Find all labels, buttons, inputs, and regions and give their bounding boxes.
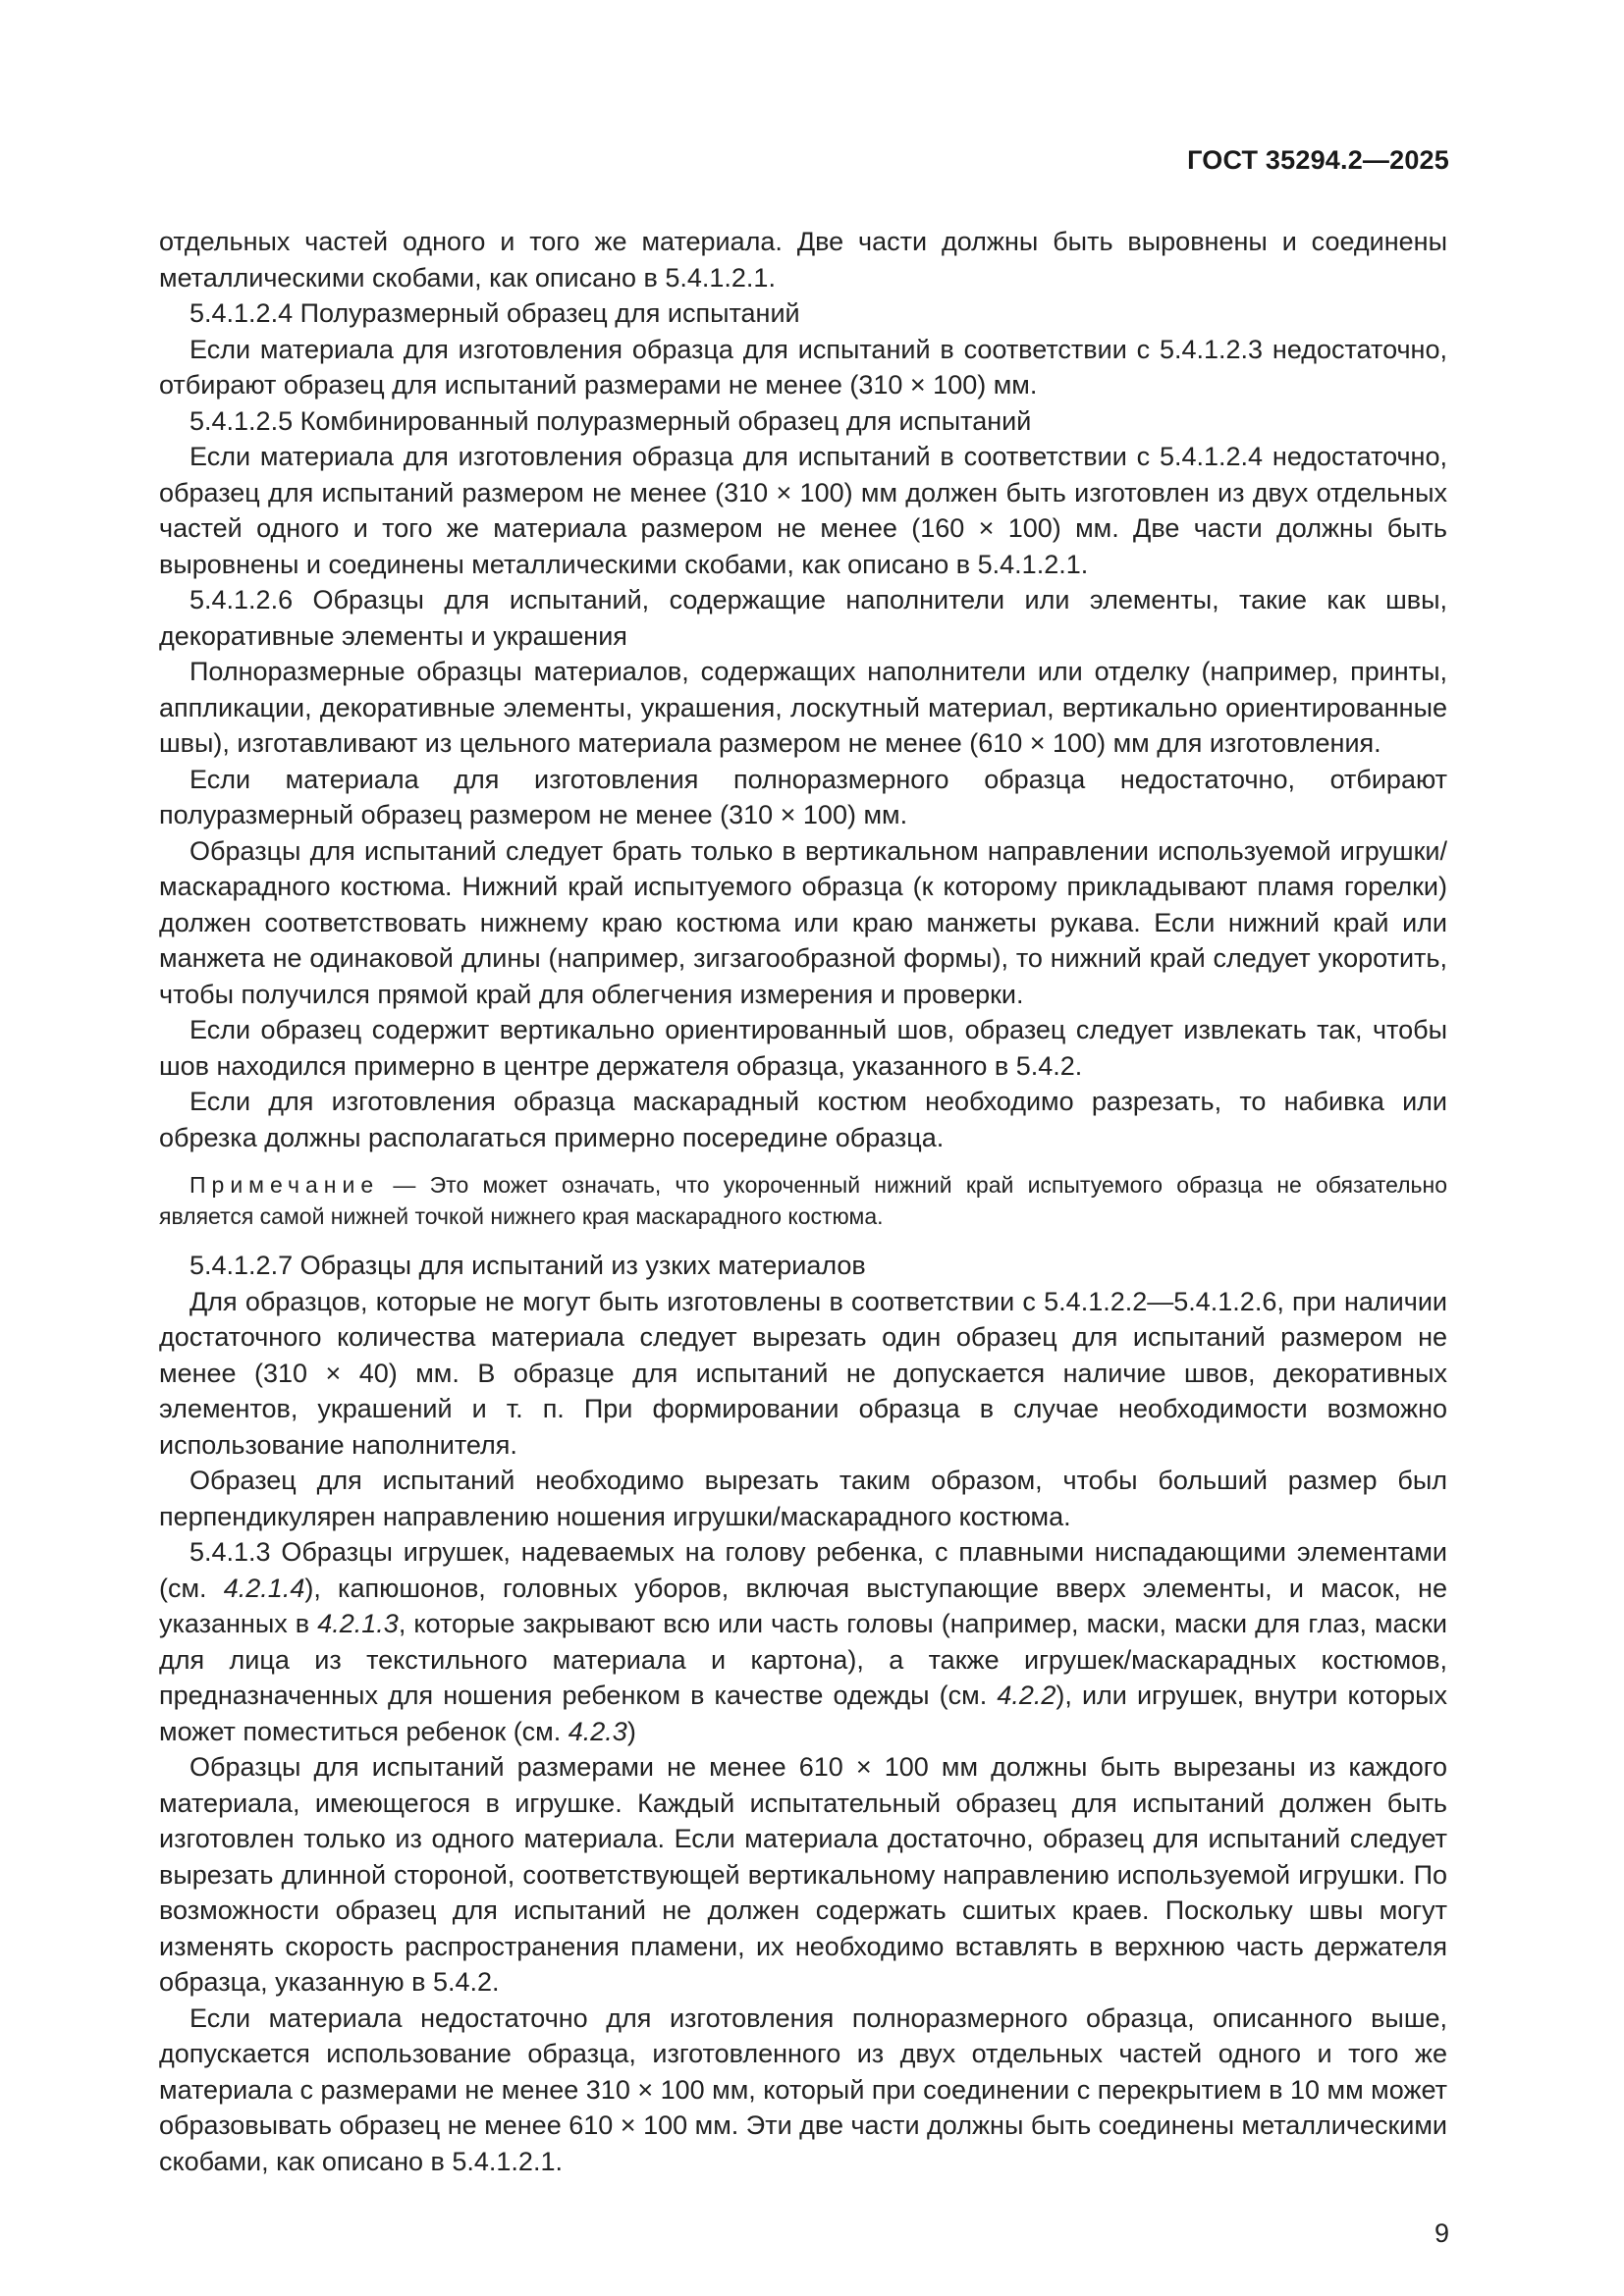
cross-reference: 4.2.1.4	[223, 1573, 305, 1603]
cross-reference: 4.2.2	[997, 1681, 1056, 1710]
paragraph: Если образец содержит вертикально ориентированный шов, образец следует извлекать так, чтобы шов находился примерно в центре держателя образца, указанного в 5.4.2.	[159, 1015, 1447, 1081]
standard-code-header: ГОСТ 35294.2—2025	[1187, 145, 1449, 175]
paragraph: Если материала недостаточно для изготовления полноразмерного образца, описанного выше, допускается использование образца, изготовленного из двух отдельных частей одного и того же материала с размерами не менее 310 × 100 мм, который при соединении с перекрытием в 10 мм может образовывать образец не менее 610 × 100 мм. Эти две части должны быть соединены металлическими скобами, как описано в 5.4.1.2.1.	[159, 2002, 1447, 2176]
note-text: Это может означать, что укороченный нижний край испытуемого образца не обязательно является самой нижней точкой нижнего края маскарадного костюма.	[159, 1172, 1448, 1229]
paragraph: Полноразмерные образцы материалов, содержащих наполнители или отделку (например, принты, аппликации, декоративные элементы, украшения, лоскутный материал, вертикально ориентированные швы), изготавливают из цельного материала размером не менее (610 × 100) мм для изготовления.	[159, 657, 1447, 758]
note-label: Примечание	[189, 1172, 380, 1198]
paragraph: Если для изготовления образца маскарадный костюм необходимо разрезать, то набивка или обрезка должны располагаться примерно посередине образца.	[159, 1087, 1447, 1152]
clause-text: 5.4.1.3 Образцы игрушек, надеваемых на голову ребенка, с плавными ниспадающими элементами (см.	[159, 1537, 1447, 1603]
clause-5-4-1-3	[159, 1534, 1447, 1749]
clause-text: ), капюшонов, головных уборов, включая выступающие вверх элементы, и масок, не указанных в	[159, 1573, 1447, 1638]
clause-heading-5-4-1-2-6: 5.4.1.2.6 Образцы для испытаний, содержащие наполнители или элементы, такие как швы, декоративные элементы и украшения	[159, 585, 1447, 651]
clause-text: ), или игрушек, внутри которых может поместиться ребенок (см.	[159, 1681, 1447, 1746]
clause-text: , которые закрывают всю или часть головы (например, маски, маски для глаз, маски для лица из текстильного материала и картона), а также игрушек/маскарадных костюмов, предназначенных для ношения ребенком в качестве одежды (см.	[159, 1609, 1448, 1710]
note-dash: —	[379, 1172, 430, 1198]
cross-reference: 4.2.1.3	[317, 1609, 399, 1638]
paragraph: Если материала для изготовления образца для испытаний в соответствии с 5.4.1.2.4 недостаточно, образец для испытаний размером не менее (310 × 100) мм должен быть изготовлен из двух отдельных частей одного и того же материала размером не менее (160 × 100) мм. Две части должны быть выровнены и соединены металлическими скобами, как описано в 5.4.1.2.1.	[159, 442, 1447, 579]
page-number: 9	[1434, 2218, 1449, 2248]
clause-heading-5-4-1-2-5: 5.4.1.2.5 Комбинированный полуразмерный образец для испытаний	[189, 405, 1032, 436]
clause-heading-5-4-1-2-7: 5.4.1.2.7 Образцы для испытаний из узких материалов	[189, 1251, 866, 1280]
note	[159, 1169, 1447, 1232]
paragraph-continuation: отдельных частей одного и того же материала. Две части должны быть выровнены и соединены металлическими скобами, как описано в 5.4.1.2.1.	[159, 227, 1447, 293]
clause-heading-5-4-1-2-4: 5.4.1.2.4 Полуразмерный образец для испытаний	[189, 298, 800, 328]
clause-text: )	[626, 1716, 636, 1746]
paragraph: Если материала для изготовления полноразмерного образца недостаточно, отбирают полуразмерный образец размером не менее (310 × 100) мм.	[159, 764, 1447, 829]
paragraph: Образцы для испытаний следует брать только в вертикальном направлении используемой игрушки/маскарадного костюма. Нижний край испытуемого образца (к которому прикладывают пламя горелки) должен соответствовать нижнему краю костюма или краю манжеты рукава. Если нижний край или манжета не одинаковой длины (например, зигзагообразной формы), то нижний край следует укоротить, чтобы получился прямой край для облегчения измерения и проверки.	[159, 835, 1447, 1009]
paragraph: Если материала для изготовления образца для испытаний в соответствии с 5.4.1.2.3 недостаточно, отбирают образец для испытаний размерами не менее (310 × 100) мм.	[159, 334, 1447, 400]
paragraph: Для образцов, которые не могут быть изготовлены в соответствии с 5.4.1.2.2—5.4.1.2.6, при наличии достаточного количества материала следует вырезать один образец для испытаний размером не менее (310 × 40) мм. В образце для испытаний не допускается наличие швов, декоративных элементов, украшений и т. п. При формировании образца в случае необходимости возможно использование наполнителя.	[159, 1286, 1447, 1460]
cross-reference: 4.2.3	[568, 1716, 627, 1746]
paragraph: Образцы для испытаний размерами не менее 610 × 100 мм должны быть вырезаны из каждого материала, имеющегося в игрушке. Каждый испытательный образец для испытаний должен быть изготовлен только из одного материала. Если материала достаточно, образец для испытаний следует вырезать длинной стороной, соответствующей вертикальному направлению используемой игрушки. По возможности образец для испытаний не должен содержать сшитых краев. Поскольку швы могут изменять скорость распространения пламени, их необходимо вставлять в верхнюю часть держателя образца, указанную в 5.4.2.	[159, 1752, 1447, 1997]
paragraph: Образец для испытаний необходимо вырезать таким образом, чтобы больший размер был перпендикулярен направлению ношения игрушки/маскарадного костюма.	[159, 1466, 1447, 1531]
document-body	[159, 224, 1447, 2179]
